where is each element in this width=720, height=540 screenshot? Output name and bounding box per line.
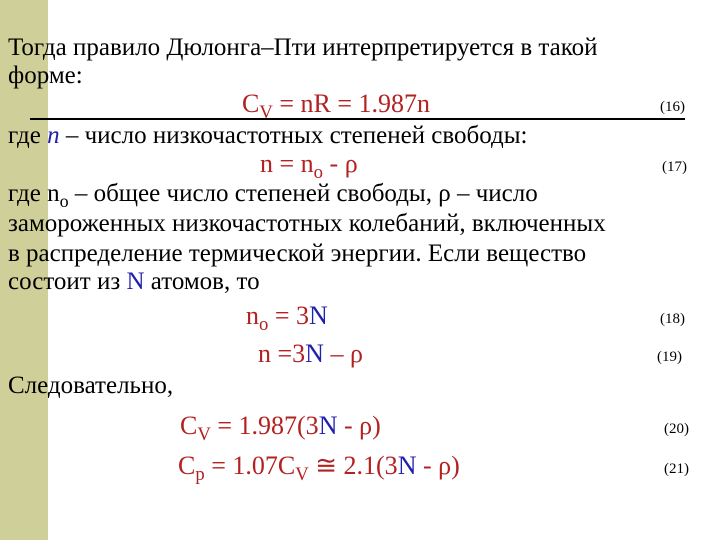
equation-20: $C_V = 1.987(3N - \rho)$ xyxy=(180,411,381,446)
equation-number-19: (19) xyxy=(657,349,682,365)
text-line-where-n: где n – число низкочастотных степеней свободы: xyxy=(8,122,528,149)
equation-number-17: (17) xyxy=(662,159,687,175)
text-line-6: замороженных низкочастотных колебаний, включенных xyxy=(8,210,606,237)
equation-19: n =3N – ρ xyxy=(258,339,363,368)
equation-number-16: (16) xyxy=(660,99,685,115)
equation-21: $C_p = 1.07C_V$ ≅ 2.1(3N - ρ) xyxy=(178,451,460,486)
text-line-therefore: Следовательно, xyxy=(8,372,174,399)
equation-18: $n_o = 3N$ xyxy=(246,301,328,336)
text-line-7: в распределение термической энергии. Если вещество xyxy=(8,240,587,267)
equation-17: $n = n_o - \rho$ xyxy=(260,149,358,184)
equation-number-20: (20) xyxy=(664,421,689,437)
equation-16: $C_V$ = nR = 1.987n xyxy=(242,89,431,124)
equation-number-21: (21) xyxy=(664,461,689,477)
text-line-2: форме: xyxy=(8,62,83,89)
text-line-where-n0: где $n_o$ – общее число степеней свободы, ρ – число xyxy=(8,180,538,211)
text-line-8: состоит из N атомов, то xyxy=(8,268,260,295)
divider-line xyxy=(30,118,685,120)
text-line-1: Тогда правило Дюлонга–Пти интерпретируется в такой xyxy=(8,34,598,61)
equation-number-18: (18) xyxy=(660,311,685,327)
